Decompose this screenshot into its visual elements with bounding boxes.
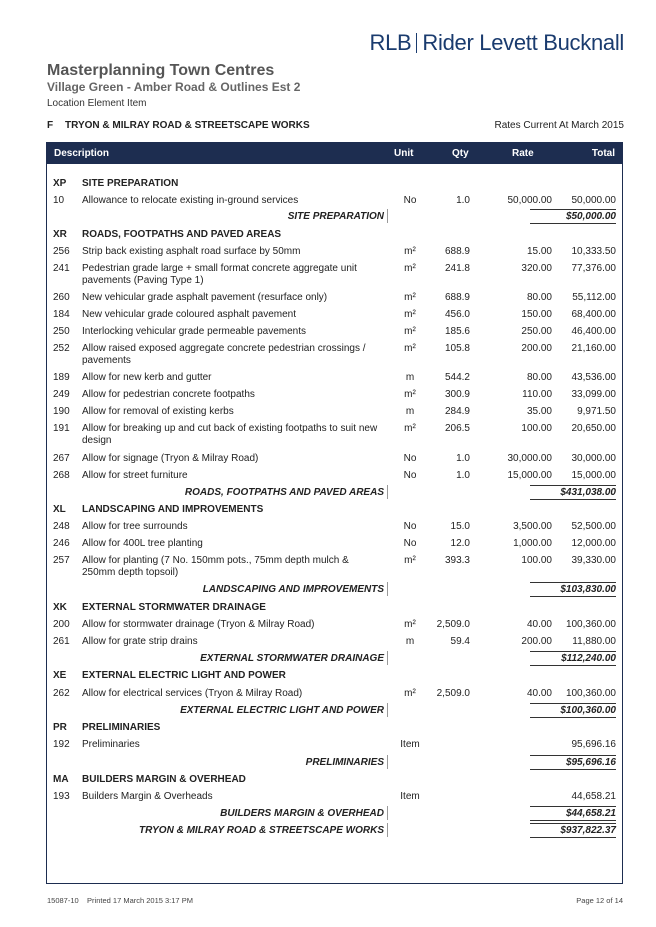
col-total: Total — [591, 148, 615, 159]
subtotal-rule-top — [530, 582, 616, 583]
row-description: Allow for new kerb and gutter — [82, 372, 212, 383]
row-code: 249 — [53, 389, 70, 400]
row-unit: No — [403, 453, 417, 464]
row-code: 268 — [53, 470, 70, 481]
subtotal-rule-bottom — [530, 820, 616, 821]
row-total: 100,360.00 — [565, 688, 616, 699]
row-code: 256 — [53, 246, 70, 257]
subtotal-label: TRYON & MILRAY ROAD & STREETSCAPE WORKS — [138, 825, 384, 836]
col-rate: Rate — [512, 148, 534, 159]
row-code: 193 — [53, 791, 70, 802]
col-description: Description — [54, 148, 110, 159]
row-rate: 100.00 — [521, 555, 552, 566]
row-code: 261 — [53, 636, 70, 647]
subtotal-divider — [387, 806, 388, 820]
row-description: Allow for breaking up and cut back of existing footpaths to suit new design — [82, 423, 378, 446]
row-total: 33,099.00 — [571, 389, 616, 400]
subtotal-amount: $103,830.00 — [560, 584, 616, 595]
row-qty: 456.0 — [444, 309, 470, 320]
row-unit: m² — [404, 309, 416, 320]
row-description: Interlocking vehicular grade permeable pavements — [82, 326, 307, 337]
row-total: 20,650.00 — [571, 423, 616, 434]
table-header — [46, 142, 623, 164]
row-code: 192 — [53, 739, 70, 750]
row-rate: 15,000.00 — [507, 470, 552, 481]
row-qty: 284.9 — [444, 406, 470, 417]
subtotal-amount: $431,038.00 — [560, 487, 616, 498]
row-rate: 35.00 — [526, 406, 552, 417]
row-total: 10,333.50 — [571, 246, 616, 257]
row-unit: m² — [404, 343, 416, 354]
subtotal-divider — [387, 651, 388, 665]
row-total: 11,880.00 — [572, 636, 616, 647]
row-description: EXTERNAL ELECTRIC LIGHT AND POWER — [82, 670, 286, 681]
row-unit: m² — [404, 263, 416, 274]
row-code: 189 — [53, 372, 70, 383]
row-qty: 59.4 — [450, 636, 470, 647]
row-rate: 15.00 — [526, 246, 552, 257]
row-qty: 1.0 — [456, 453, 470, 464]
subtotal-rule-top — [530, 755, 616, 756]
subtotal-label: EXTERNAL ELECTRIC LIGHT AND POWER — [180, 705, 384, 716]
row-description: Allowance to relocate existing in-ground services — [82, 195, 299, 206]
logo-divider — [416, 33, 417, 53]
row-total: 46,400.00 — [571, 326, 616, 337]
row-total: 21,160.00 — [571, 343, 616, 354]
company-logo — [370, 30, 625, 56]
row-code: 190 — [53, 406, 70, 417]
report-subtitle: Village Green - Amber Road & Outlines Est 2 — [47, 80, 301, 94]
row-description: Builders Margin & Overheads — [82, 791, 213, 802]
row-rate: 1,000.00 — [513, 538, 552, 549]
row-description: Allow for planting (7 No. 150mm pots., 75mm depth mulch & 250mm depth topsoil) — [82, 555, 349, 578]
row-qty: 688.9 — [444, 246, 470, 257]
subtotal-label: EXTERNAL STORMWATER DRAINAGE — [200, 653, 384, 664]
row-unit: m² — [404, 389, 416, 400]
row-unit: m² — [404, 292, 416, 303]
row-code: XE — [53, 670, 67, 681]
subtotal-rule-bottom — [530, 596, 616, 597]
subtotal-rule-bottom — [530, 499, 616, 500]
row-qty: 393.3 — [444, 555, 470, 566]
row-total: 39,330.00 — [571, 555, 616, 566]
row-description: Allow for 400L tree planting — [82, 538, 203, 549]
row-qty: 2,509.0 — [436, 688, 470, 699]
row-rate: 200.00 — [521, 636, 552, 647]
row-qty: 241.8 — [444, 263, 470, 274]
row-description: Allow for stormwater drainage (Tryon & Milray Road) — [82, 619, 315, 630]
row-description: ROADS, FOOTPATHS AND PAVED AREAS — [82, 229, 282, 240]
row-rate: 3,500.00 — [513, 521, 552, 532]
row-total: 95,696.16 — [571, 739, 616, 750]
col-unit: Unit — [394, 148, 414, 159]
row-rate: 320.00 — [521, 263, 552, 274]
subtotal-amount: $100,360.00 — [560, 705, 616, 716]
row-description: Allow for signage (Tryon & Milray Road) — [82, 453, 259, 464]
row-code: XL — [53, 504, 66, 515]
subtotal-rule-bottom — [530, 837, 616, 838]
row-code: 252 — [53, 343, 70, 354]
row-unit: No — [403, 538, 417, 549]
row-description: Allow for street furniture — [82, 470, 188, 481]
row-unit: No — [403, 521, 417, 532]
row-description: Allow for grate strip drains — [82, 636, 198, 647]
row-code: 267 — [53, 453, 70, 464]
subtotal-rule-bottom — [530, 665, 616, 666]
row-unit: m² — [404, 423, 416, 434]
report-title: Masterplanning Town Centres — [47, 62, 275, 79]
row-code: 184 — [53, 309, 70, 320]
row-rate: 80.00 — [526, 292, 552, 303]
subtotal-rule-bottom — [530, 717, 616, 718]
footer-left — [47, 896, 193, 905]
subtotal-amount: $937,822.37 — [560, 825, 616, 836]
row-code: 241 — [53, 263, 70, 274]
row-unit: m² — [404, 246, 416, 257]
page-number: Page 12 of 14 — [576, 896, 623, 905]
row-qty: 1.0 — [456, 195, 470, 206]
row-total: 30,000.00 — [571, 453, 616, 464]
row-description: Strip back existing asphalt road surface by 50mm — [82, 246, 301, 257]
row-description: LANDSCAPING AND IMPROVEMENTS — [82, 504, 264, 515]
row-qty: 15.0 — [450, 521, 470, 532]
row-code: 191 — [53, 423, 70, 434]
row-code: 246 — [53, 538, 70, 549]
row-description: Allow for electrical services (Tryon & Milray Road) — [82, 688, 303, 699]
row-qty: 12.0 — [450, 538, 470, 549]
section-name: TRYON & MILRAY ROAD & STREETSCAPE WORKS — [65, 120, 310, 131]
subtotal-divider — [387, 582, 388, 596]
subtotal-divider — [387, 823, 388, 837]
row-description: Allow for removal of existing kerbs — [82, 406, 234, 417]
row-unit: m — [405, 636, 415, 647]
row-total: 9,971.50 — [577, 406, 616, 417]
section-heading — [47, 120, 310, 131]
row-unit: m² — [404, 555, 416, 566]
section-letter: F — [47, 120, 54, 131]
subtotal-amount: $112,240.00 — [561, 653, 616, 664]
logo-brand: RLB — [369, 30, 412, 55]
row-total: 55,112.00 — [572, 292, 616, 303]
job-number: 15087-10 — [47, 896, 79, 905]
row-unit: No — [403, 195, 417, 206]
subtotal-rule-top — [530, 651, 616, 652]
row-code: 257 — [53, 555, 70, 566]
row-code: 200 — [53, 619, 70, 630]
subtotal-label: BUILDERS MARGIN & OVERHEAD — [220, 808, 384, 819]
subtotal-rule-top — [530, 823, 616, 824]
row-rate: 100.00 — [521, 423, 552, 434]
row-description: EXTERNAL STORMWATER DRAINAGE — [82, 602, 266, 613]
row-total: 43,536.00 — [571, 372, 616, 383]
row-qty: 105.8 — [444, 343, 470, 354]
subtotal-rule-bottom — [530, 223, 616, 224]
row-total: 52,500.00 — [571, 521, 616, 532]
printed-date: Printed 17 March 2015 3:17 PM — [87, 896, 193, 905]
row-rate: 80.00 — [526, 372, 552, 383]
subtotal-rule-top — [530, 806, 616, 807]
subtotal-divider — [387, 755, 388, 769]
row-description: Allow raised exposed aggregate concrete pedestrian crossings / pavements — [82, 343, 366, 366]
subtotal-rule-top — [530, 485, 616, 486]
row-description: New vehicular grade coloured asphalt pavement — [82, 309, 297, 320]
subtotal-amount: $95,696.16 — [565, 757, 616, 768]
row-qty: 2,509.0 — [436, 619, 470, 630]
subtotal-divider — [387, 703, 388, 717]
row-rate: 40.00 — [526, 619, 552, 630]
row-code: 10 — [53, 195, 65, 206]
row-total: 44,658.21 — [571, 791, 616, 802]
row-total: 77,376.00 — [571, 263, 616, 274]
row-qty: 1.0 — [456, 470, 470, 481]
row-description: Allow for tree surrounds — [82, 521, 188, 532]
row-code: MA — [53, 774, 69, 785]
row-description: New vehicular grade asphalt pavement (resurface only) — [82, 292, 328, 303]
subtotal-label: ROADS, FOOTPATHS AND PAVED AREAS — [184, 487, 384, 498]
row-unit: Item — [400, 791, 420, 802]
row-unit: No — [403, 470, 417, 481]
row-description: Allow for pedestrian concrete footpaths — [82, 389, 255, 400]
row-unit: m — [405, 406, 415, 417]
subtotal-label: PRELIMINARIES — [305, 757, 384, 768]
subtotal-rule-bottom — [530, 769, 616, 770]
row-description: Pedestrian grade large + small format concrete aggregate unit pavements (Paving Type 1) — [82, 263, 357, 286]
row-total: 100,360.00 — [565, 619, 616, 630]
row-total: 50,000.00 — [571, 195, 616, 206]
row-qty: 688.9 — [444, 292, 470, 303]
row-code: XR — [53, 229, 67, 240]
col-qty: Qty — [452, 148, 469, 159]
logo-name: Rider Levett Bucknall — [422, 30, 624, 55]
row-rate: 250.00 — [521, 326, 552, 337]
row-description: BUILDERS MARGIN & OVERHEAD — [82, 774, 246, 785]
subtotal-label: LANDSCAPING AND IMPROVEMENTS — [202, 584, 384, 595]
row-code: XK — [53, 602, 67, 613]
subtotal-rule-top — [530, 703, 616, 704]
row-qty: 206.5 — [444, 423, 470, 434]
row-code: PR — [53, 722, 67, 733]
subtotal-label: SITE PREPARATION — [287, 211, 384, 222]
row-unit: m² — [404, 688, 416, 699]
row-qty: 185.6 — [444, 326, 470, 337]
subtotal-divider — [387, 485, 388, 499]
row-qty: 544.2 — [444, 372, 470, 383]
row-description: Preliminaries — [82, 739, 140, 750]
row-code: 250 — [53, 326, 70, 337]
row-code: 248 — [53, 521, 70, 532]
row-rate: 40.00 — [526, 688, 552, 699]
row-rate: 150.00 — [521, 309, 552, 320]
row-unit: m² — [404, 326, 416, 337]
row-qty: 300.9 — [444, 389, 470, 400]
row-unit: m — [405, 372, 415, 383]
row-code: XP — [53, 178, 67, 189]
row-code: 260 — [53, 292, 70, 303]
subtotal-divider — [387, 209, 388, 223]
row-rate: 50,000.00 — [507, 195, 552, 206]
row-code: 262 — [53, 688, 70, 699]
row-total: 15,000.00 — [571, 470, 616, 481]
rates-current: Rates Current At March 2015 — [494, 120, 624, 131]
subtotal-rule-top — [530, 209, 616, 210]
row-description: SITE PREPARATION — [82, 178, 179, 189]
row-total: 12,000.00 — [571, 538, 616, 549]
row-total: 68,400.00 — [571, 309, 616, 320]
row-rate: 110.00 — [522, 389, 552, 400]
row-description: PRELIMINARIES — [82, 722, 161, 733]
location-element-label: Location Element Item — [47, 98, 147, 109]
row-rate: 30,000.00 — [507, 453, 552, 464]
row-rate: 200.00 — [521, 343, 552, 354]
subtotal-amount: $44,658.21 — [565, 808, 616, 819]
row-unit: m² — [404, 619, 416, 630]
row-unit: Item — [400, 739, 420, 750]
subtotal-amount: $50,000.00 — [565, 211, 616, 222]
